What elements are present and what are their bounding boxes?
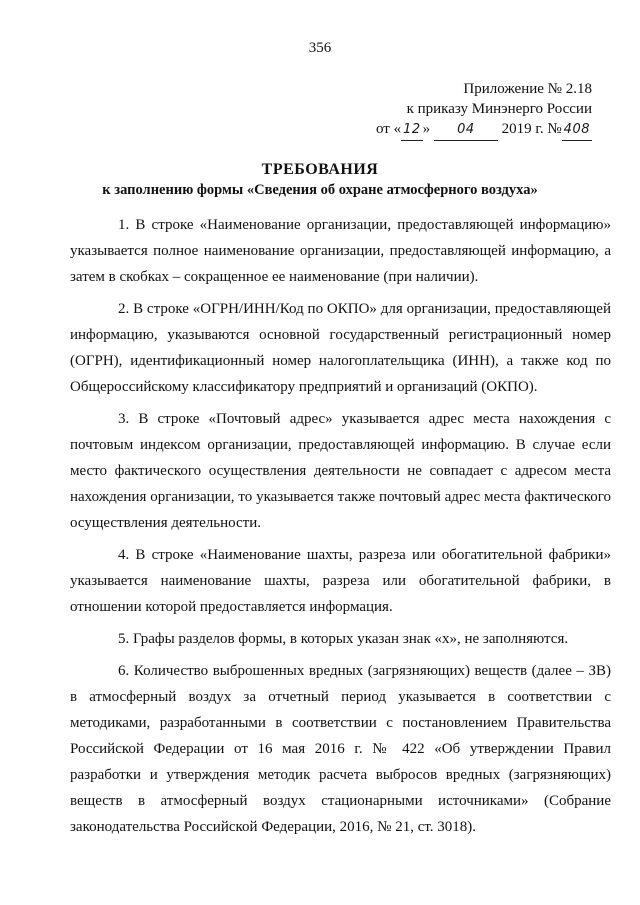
paragraph-6: 6. Количество выброшенных вредных (загрязняющих) веществ (далее – ЗВ) в атмосферный воздух за отчетный период указывается в соответствии с методиками, разработанными в соответствии с постановлением Правительства Российской Федерации от 16 мая 2016 г. № 422 «Об утверждении Правил разработки и утверждения методик расчета выбросов вредных (загрязняющих) веществ в атмосферный воздух стационарными источниками» (Собрание законодательства Российской Федерации, 2016, № 21, ст. 3018). — [70, 663, 611, 835]
appendix-title: Приложение № 2.18 — [463, 81, 592, 97]
date-year: 2019 г. № — [501, 121, 562, 137]
handwritten-day: 12 — [401, 120, 423, 141]
document-body — [70, 212, 611, 846]
date-prefix: от « — [375, 121, 402, 137]
date-sep: » — [422, 121, 431, 137]
handwritten-month: 04 — [434, 120, 498, 141]
handwritten-order-number: 408 — [562, 120, 592, 141]
page-number: 356 — [308, 40, 332, 56]
paragraph-4: 4. В строке «Наименование шахты, разреза или обогатительной фабрики» указывается наименование шахты, разреза или обогатительной фабрики, в отношении которой предоставляется информация. — [70, 547, 611, 615]
appendix-date-line — [376, 119, 592, 141]
paragraph-5: 5. Графы разделов формы, в которых указан знак «х», не заполняются. — [118, 631, 569, 647]
paragraph-3: 3. В строке «Почтовый адрес» указывается адрес места нахождения с почтовым индексом организации, предоставляющей информацию. В случае если место фактического осуществления деятельности не совпадает с адресом места нахождения организации, то указывается также почтовый адрес места фактического осуществления деятельности. — [70, 411, 611, 531]
appendix-header — [376, 79, 592, 141]
document-subtitle: к заполнению формы «Сведения об охране атмосферного воздуха» — [102, 182, 538, 198]
appendix-order-ref: к приказу Минэнерго России — [406, 101, 592, 117]
document-title: ТРЕБОВАНИЯ — [261, 161, 379, 178]
document-heading — [0, 160, 640, 200]
paragraph-2: 2. В строке «ОГРН/ИНН/Код по ОКПО» для организации, предоставляющей информацию, указываются основной государственный регистрационный номер (ОГРН), идентификационный номер налогоплательщика (ИНН), а также код по Общероссийскому классификатору предприятий и организаций (ОКПО). — [70, 301, 611, 395]
paragraph-1: 1. В строке «Наименование организации, предоставляющей информацию» указывается полное наименование организации, предоставляющей информацию, а затем в скобках – сокращенное ее наименование (при наличии). — [70, 217, 611, 285]
